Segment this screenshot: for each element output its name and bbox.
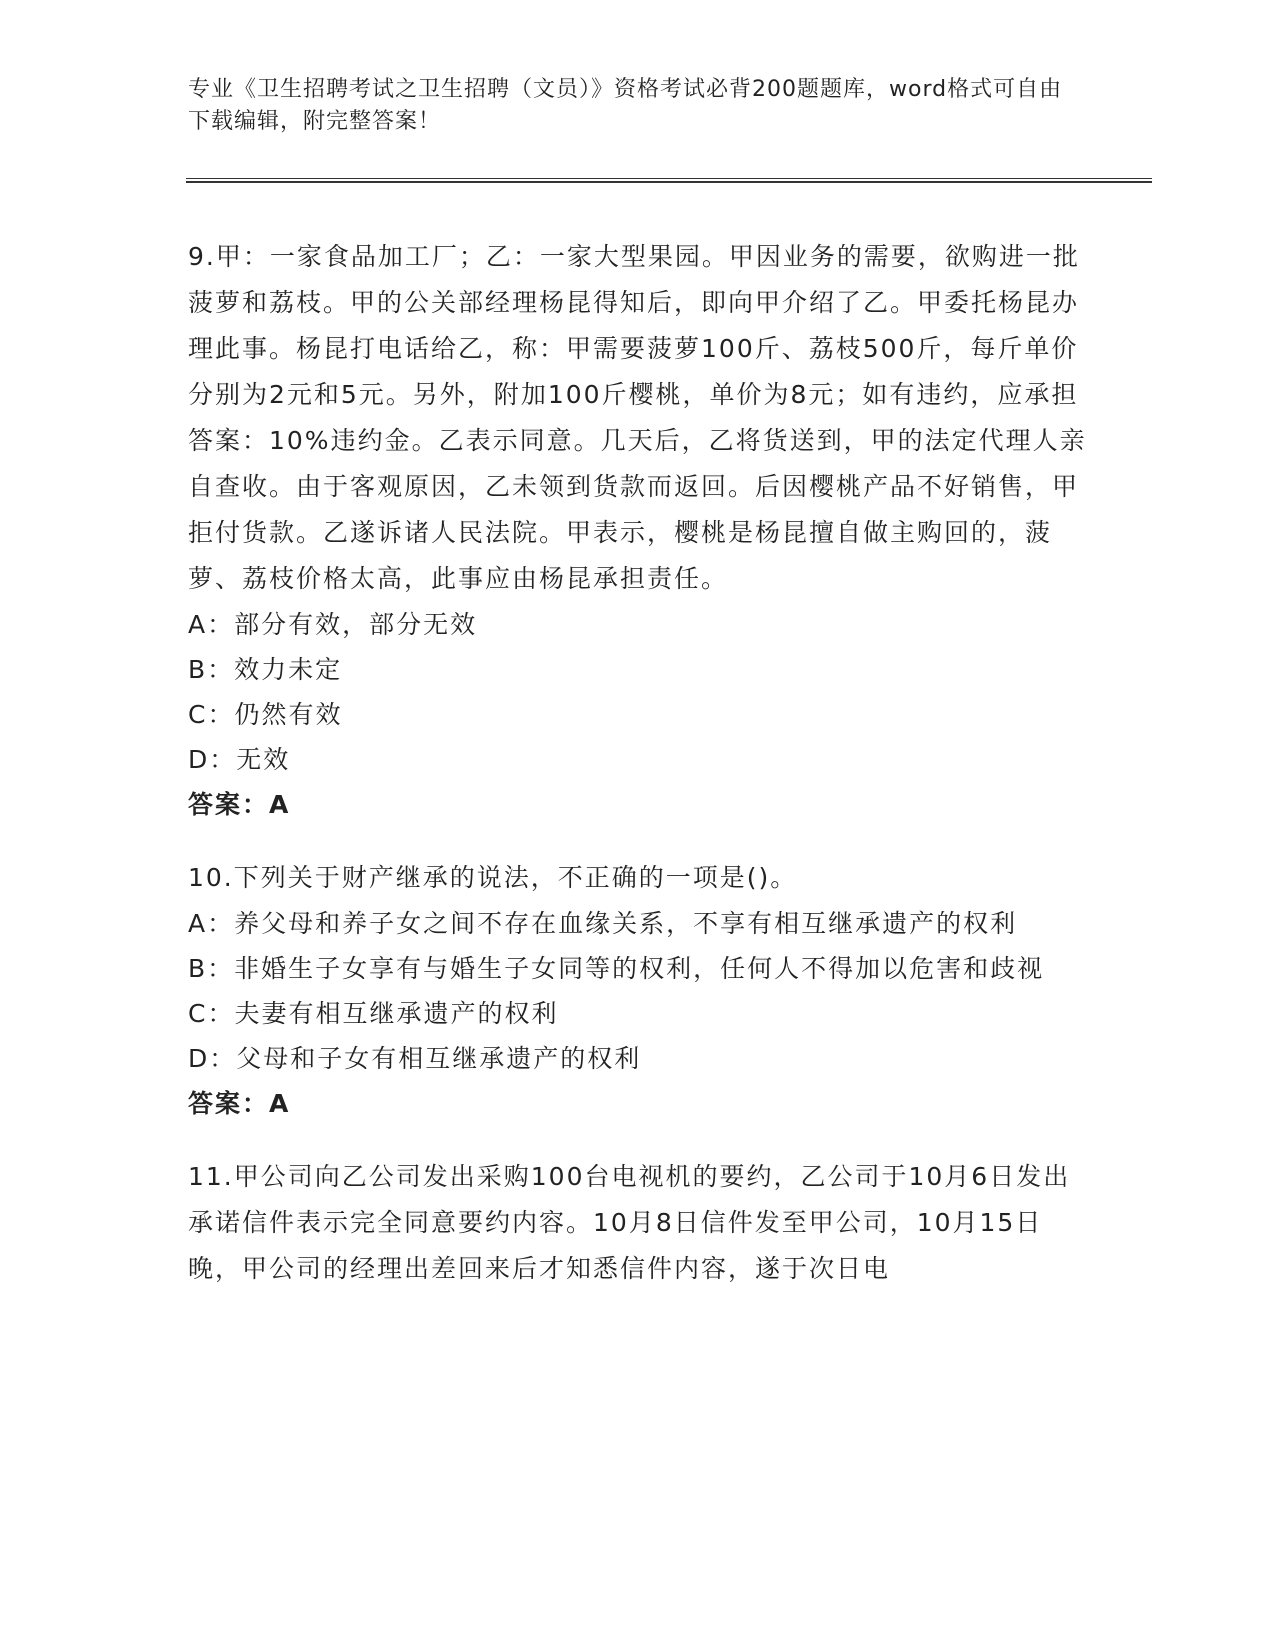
header-divider [186, 178, 1152, 183]
answer-label: 答案：A [188, 1089, 291, 1118]
question-10 [188, 855, 1088, 1126]
header-text: 专业《卫生招聘考试之卫生招聘（文员）》资格考试必背200题题库，word格式可自由下载编辑，附完整答案！ [188, 77, 1063, 134]
answer-label: 答案：A [188, 790, 291, 819]
question-stem: 9.甲：一家食品加工厂；乙：一家大型果园。甲因业务的需要，欲购进一批菠萝和荔枝。甲的公关部经理杨昆得知后，即向甲介绍了乙。甲委托杨昆办理此事。杨昆打电话给乙，称：甲需要菠萝100斤、荔枝500斤，每斤单价分别为2元和5元。另外，附加100斤樱桃，单价为8元；如有违约，应承担答案：10%违约金。乙表示同意。几天后，乙将货送到，甲的法定代理人亲自查收。由于客观原因，乙未领到货款而返回。后因樱桃产品不好销售，甲拒付货款。乙遂诉诸人民法院。甲表示，樱桃是杨昆擅自做主购回的，菠萝、荔枝价格太高，此事应由杨昆承担责任。 [188, 242, 1087, 593]
option-b: B：非婚生子女享有与婚生子女同等的权利，任何人不得加以危害和歧视 [188, 954, 1045, 983]
question-stem: 11.甲公司向乙公司发出采购100台电视机的要约，乙公司于10月6日发出承诺信件表示完全同意要约内容。10月8日信件发至甲公司，10月15日晚，甲公司的经理出差回来后才知悉信件内容，遂于次日电 [188, 1162, 1071, 1283]
document-header [188, 74, 1068, 138]
option-a: A：部分有效，部分无效 [188, 610, 478, 639]
question-11 [188, 1154, 1088, 1292]
option-a: A：养父母和养子女之间不存在血缘关系，不享有相互继承遗产的权利 [188, 909, 1018, 938]
option-b: B：效力未定 [188, 655, 343, 684]
question-9 [188, 234, 1088, 827]
option-d: D：父母和子女有相互继承遗产的权利 [188, 1044, 642, 1073]
option-d: D：无效 [188, 745, 291, 774]
option-c: C：夫妻有相互继承遗产的权利 [188, 999, 559, 1028]
question-list [188, 234, 1088, 1320]
question-stem: 10.下列关于财产继承的说法，不正确的一项是()。 [188, 863, 798, 892]
option-c: C：仍然有效 [188, 700, 343, 729]
